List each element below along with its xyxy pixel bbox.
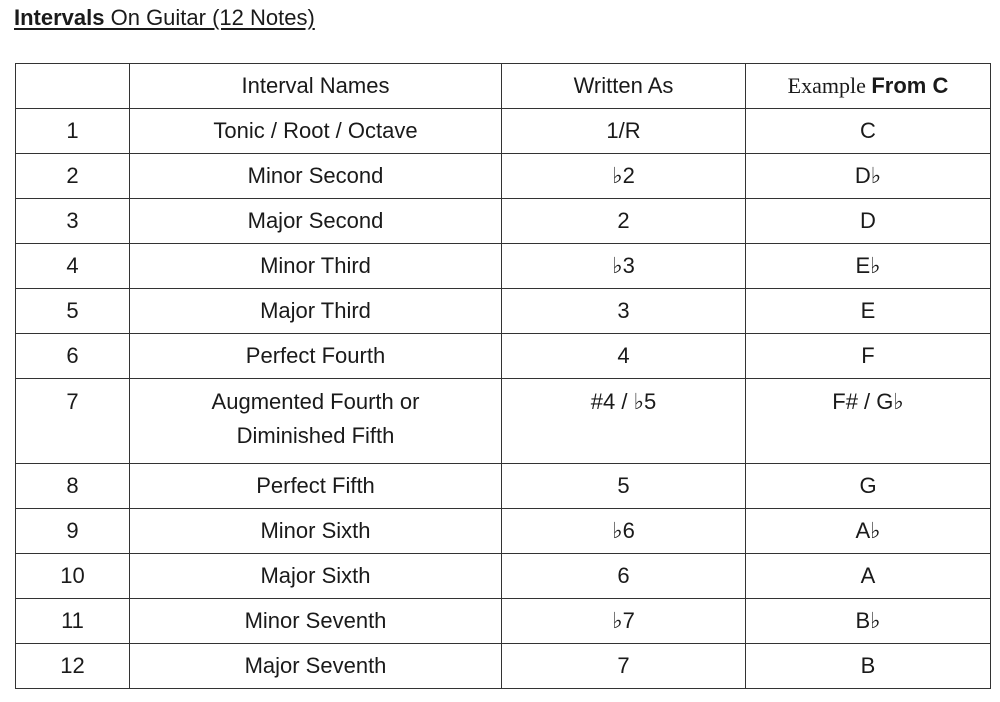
row-number: 1: [16, 109, 130, 154]
intervals-table: [15, 63, 991, 689]
table-row: [16, 379, 991, 464]
interval-name: Major Seventh: [130, 644, 502, 689]
header-example-from-c: [746, 64, 991, 109]
interval-name: Minor Third: [130, 244, 502, 289]
interval-name-line-2: Diminished Fifth: [236, 423, 395, 448]
row-number: 5: [16, 289, 130, 334]
row-number: 7: [16, 379, 130, 464]
example-note: C: [746, 109, 991, 154]
row-number: 3: [16, 199, 130, 244]
written-as: 4: [502, 334, 746, 379]
interval-name: Minor Second: [130, 154, 502, 199]
row-number: 9: [16, 509, 130, 554]
interval-name: Minor Seventh: [130, 599, 502, 644]
written-as: 6: [502, 554, 746, 599]
row-number: 11: [16, 599, 130, 644]
row-number: 2: [16, 154, 130, 199]
example-note: B: [746, 644, 991, 689]
example-note: B♭: [746, 599, 991, 644]
written-as: ♭2: [502, 154, 746, 199]
table-row: [16, 154, 991, 199]
example-note: A: [746, 554, 991, 599]
example-note: F: [746, 334, 991, 379]
written-as: 3: [502, 289, 746, 334]
written-as: #4 / ♭5: [502, 379, 746, 464]
table-row: [16, 109, 991, 154]
header-written-as: Written As: [502, 64, 746, 109]
example-note: G: [746, 464, 991, 509]
row-number: 10: [16, 554, 130, 599]
example-note: D♭: [746, 154, 991, 199]
interval-name: Major Third: [130, 289, 502, 334]
interval-name: Perfect Fourth: [130, 334, 502, 379]
interval-name: Tonic / Root / Octave: [130, 109, 502, 154]
title-rest: On Guitar (12 Notes): [104, 5, 315, 30]
interval-name-line-1: Augmented Fourth or: [211, 389, 420, 414]
example-note: D: [746, 199, 991, 244]
table-row: [16, 289, 991, 334]
table-row: [16, 244, 991, 289]
title-bold: Intervals: [14, 5, 105, 30]
interval-name: Perfect Fifth: [130, 464, 502, 509]
example-note: E♭: [746, 244, 991, 289]
table-row: [16, 464, 991, 509]
table-header-row: [16, 64, 991, 109]
header-example-bold: From C: [871, 73, 949, 98]
table-row: [16, 554, 991, 599]
table-row: [16, 599, 991, 644]
table-row: [16, 199, 991, 244]
example-note: E: [746, 289, 991, 334]
row-number: 12: [16, 644, 130, 689]
row-number: 6: [16, 334, 130, 379]
written-as: ♭7: [502, 599, 746, 644]
header-interval-names: Interval Names: [130, 64, 502, 109]
row-number: 4: [16, 244, 130, 289]
header-example-prefix: Example: [787, 73, 872, 98]
interval-name: [130, 379, 502, 464]
written-as: 7: [502, 644, 746, 689]
table-row: [16, 644, 991, 689]
example-note: A♭: [746, 509, 991, 554]
written-as: 5: [502, 464, 746, 509]
example-note: F# / G♭: [746, 379, 991, 464]
interval-name: Major Sixth: [130, 554, 502, 599]
table-row: [16, 334, 991, 379]
row-number: 8: [16, 464, 130, 509]
table-row: [16, 509, 991, 554]
header-number: [16, 64, 130, 109]
written-as: ♭6: [502, 509, 746, 554]
interval-name: Major Second: [130, 199, 502, 244]
interval-name: Minor Sixth: [130, 509, 502, 554]
written-as: 2: [502, 199, 746, 244]
written-as: ♭3: [502, 244, 746, 289]
page-title: [14, 4, 315, 32]
written-as: 1/R: [502, 109, 746, 154]
